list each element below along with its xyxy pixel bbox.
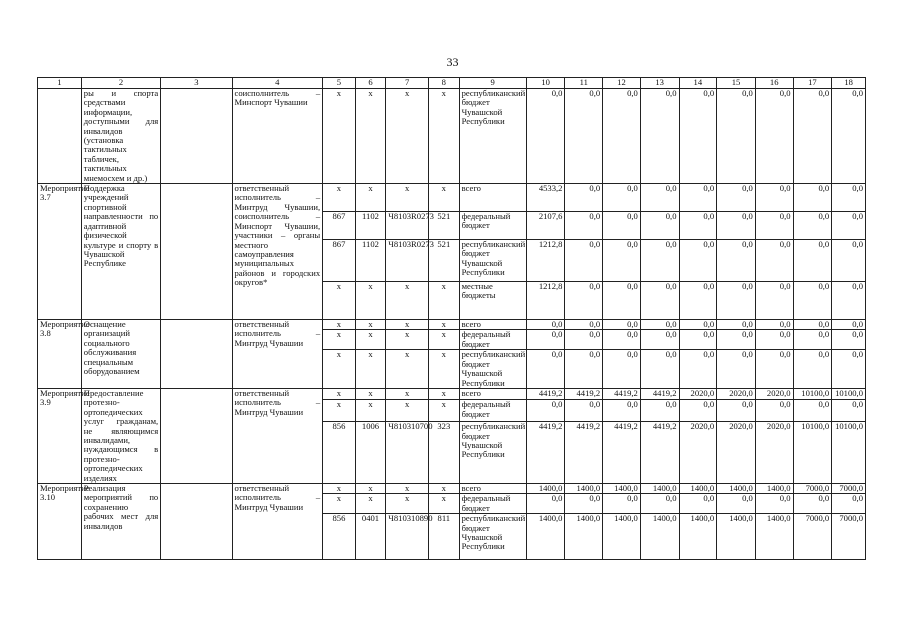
column-number: 13 <box>640 78 679 89</box>
funding-source: местные бюджеты <box>459 282 526 320</box>
amount-value: 10100,0 <box>832 422 866 484</box>
measure-code: Мероприятие 3.9 <box>38 388 82 483</box>
responsible-executor: ответственный исполнитель – Минтруд Чувашии <box>232 320 323 389</box>
amount-value: 4419,2 <box>526 388 565 399</box>
amount-value: 0,0 <box>717 212 756 240</box>
budget-table <box>37 77 866 560</box>
amount-value: 1400,0 <box>526 483 565 493</box>
amount-value: 7000,0 <box>793 514 832 560</box>
section-code: 1102 <box>355 212 386 240</box>
amount-value: 0,0 <box>793 240 832 282</box>
expense-type: x <box>429 388 460 399</box>
amount-value: 1400,0 <box>679 483 717 493</box>
amount-value: 0,0 <box>793 89 832 184</box>
funding-source: федеральный бюджет <box>459 400 526 422</box>
amount-value: 0,0 <box>565 240 603 282</box>
section-code: x <box>355 282 386 320</box>
column-number: 5 <box>323 78 356 89</box>
amount-value: 0,0 <box>640 400 679 422</box>
amount-value: 1400,0 <box>755 514 793 560</box>
amount-value: 0,0 <box>755 494 793 514</box>
amount-value: 7000,0 <box>832 483 866 493</box>
table-row <box>38 184 866 212</box>
target-article: Ч8103R0273 <box>386 212 429 240</box>
expense-type: x <box>429 483 460 493</box>
funding-source: всего <box>459 483 526 493</box>
target-article: Ч810310700 <box>386 422 429 484</box>
amount-value: 0,0 <box>603 330 641 350</box>
target-article: x <box>386 282 429 320</box>
amount-value: 0,0 <box>603 400 641 422</box>
grbs-code: x <box>323 282 356 320</box>
amount-value: 4419,2 <box>640 422 679 484</box>
amount-value: 0,0 <box>603 89 641 184</box>
column-number: 18 <box>832 78 866 89</box>
amount-value: 0,0 <box>565 350 603 389</box>
responsible-executor: ответственный исполнитель – Минтруд Чувашии, соисполнитель – Минспорт Чувашии, участники – органы местного самоуправления муниципальных районов и городских округов* <box>232 184 323 320</box>
amount-value: 10100,0 <box>793 388 832 399</box>
target-article: Ч8103R0273 <box>386 240 429 282</box>
target-article: x <box>386 89 429 184</box>
amount-value: 0,0 <box>717 330 756 350</box>
amount-value: 0,0 <box>679 494 717 514</box>
grbs-code: x <box>323 330 356 350</box>
amount-value: 0,0 <box>640 330 679 350</box>
amount-value: 2020,0 <box>717 422 756 484</box>
amount-value: 4533,2 <box>526 184 565 212</box>
amount-value: 0,0 <box>832 240 866 282</box>
amount-value: 0,0 <box>832 184 866 212</box>
funding-source: федеральный бюджет <box>459 494 526 514</box>
grbs-code: x <box>323 89 356 184</box>
measure-name: Реализация мероприятий по сохранению рабочих мест для инвалидов <box>81 483 160 559</box>
amount-value: 0,0 <box>832 400 866 422</box>
measure-code: Мероприятие 3.10 <box>38 483 82 559</box>
amount-value: 0,0 <box>679 350 717 389</box>
amount-value: 2020,0 <box>755 422 793 484</box>
funding-source: федеральный бюджет <box>459 330 526 350</box>
measure-code: Мероприятие 3.8 <box>38 320 82 389</box>
grbs-code: x <box>323 388 356 399</box>
amount-value: 2020,0 <box>679 388 717 399</box>
amount-value: 0,0 <box>565 184 603 212</box>
amount-value: 0,0 <box>832 494 866 514</box>
grbs-code: 867 <box>323 212 356 240</box>
amount-value: 0,0 <box>640 282 679 320</box>
column-number: 2 <box>81 78 160 89</box>
amount-value: 1400,0 <box>526 514 565 560</box>
measure-name: Оснащение организаций социального обслуживания специальным оборудованием <box>81 320 160 389</box>
amount-value: 0,0 <box>832 350 866 389</box>
target-article: x <box>386 320 429 330</box>
amount-value: 2020,0 <box>717 388 756 399</box>
table-row <box>38 483 866 493</box>
amount-value: 0,0 <box>679 400 717 422</box>
section-code: x <box>355 388 386 399</box>
section-code: x <box>355 89 386 184</box>
amount-value: 1400,0 <box>603 483 641 493</box>
amount-value: 2020,0 <box>679 422 717 484</box>
funding-source: республиканский бюджет Чувашской Республики <box>459 350 526 389</box>
amount-value: 0,0 <box>526 350 565 389</box>
target-article: x <box>386 483 429 493</box>
empty-cell <box>161 388 232 483</box>
grbs-code: 867 <box>323 240 356 282</box>
amount-value: 0,0 <box>565 400 603 422</box>
grbs-code: x <box>323 400 356 422</box>
expense-type: x <box>429 282 460 320</box>
amount-value: 0,0 <box>565 89 603 184</box>
amount-value: 0,0 <box>679 89 717 184</box>
column-number: 3 <box>161 78 232 89</box>
expense-type: 323 <box>429 422 460 484</box>
amount-value: 0,0 <box>640 494 679 514</box>
measure-code <box>38 89 82 184</box>
amount-value: 0,0 <box>526 494 565 514</box>
funding-source: всего <box>459 184 526 212</box>
section-code: x <box>355 494 386 514</box>
target-article: x <box>386 400 429 422</box>
column-number: 7 <box>386 78 429 89</box>
amount-value: 0,0 <box>603 320 641 330</box>
amount-value: 0,0 <box>603 240 641 282</box>
amount-value: 0,0 <box>755 282 793 320</box>
amount-value: 1400,0 <box>565 514 603 560</box>
amount-value: 0,0 <box>679 184 717 212</box>
table-row <box>38 89 866 184</box>
amount-value: 0,0 <box>832 320 866 330</box>
column-number: 12 <box>603 78 641 89</box>
funding-source: всего <box>459 388 526 399</box>
amount-value: 0,0 <box>793 184 832 212</box>
section-code: x <box>355 330 386 350</box>
amount-value: 0,0 <box>640 212 679 240</box>
target-article: x <box>386 330 429 350</box>
expense-type: x <box>429 494 460 514</box>
grbs-code: x <box>323 494 356 514</box>
expense-type: x <box>429 184 460 212</box>
amount-value: 2107,6 <box>526 212 565 240</box>
section-code: x <box>355 320 386 330</box>
amount-value: 0,0 <box>679 320 717 330</box>
page-number: 33 <box>446 55 459 69</box>
target-article: x <box>386 350 429 389</box>
target-article: x <box>386 388 429 399</box>
amount-value: 0,0 <box>717 282 756 320</box>
amount-value: 0,0 <box>832 89 866 184</box>
amount-value: 0,0 <box>603 184 641 212</box>
amount-value: 0,0 <box>793 320 832 330</box>
measure-name: Поддержка учреждений спортивной направленности по адаптивной физической культуре и спорту в Чувашской Республике <box>81 184 160 320</box>
amount-value: 1400,0 <box>603 514 641 560</box>
amount-value: 0,0 <box>565 282 603 320</box>
amount-value: 1400,0 <box>640 514 679 560</box>
empty-cell <box>161 184 232 320</box>
amount-value: 0,0 <box>679 282 717 320</box>
column-number: 11 <box>565 78 603 89</box>
amount-value: 0,0 <box>603 494 641 514</box>
amount-value: 10100,0 <box>793 422 832 484</box>
responsible-executor: ответственный исполнитель – Минтруд Чувашии <box>232 483 323 559</box>
amount-value: 1400,0 <box>755 483 793 493</box>
amount-value: 0,0 <box>793 494 832 514</box>
amount-value: 4419,2 <box>526 422 565 484</box>
section-code: 1102 <box>355 240 386 282</box>
amount-value: 0,0 <box>640 320 679 330</box>
amount-value: 10100,0 <box>832 388 866 399</box>
amount-value: 0,0 <box>679 212 717 240</box>
amount-value: 1400,0 <box>679 514 717 560</box>
target-article: x <box>386 184 429 212</box>
amount-value: 0,0 <box>640 89 679 184</box>
section-code: 0401 <box>355 514 386 560</box>
target-article: Ч810310890 <box>386 514 429 560</box>
amount-value: 7000,0 <box>793 483 832 493</box>
amount-value: 0,0 <box>755 89 793 184</box>
amount-value: 0,0 <box>603 350 641 389</box>
table-row <box>38 388 866 399</box>
measure-name: ры и спорта средствами информации, доступными для инвалидов (установка тактильных табличек, тактильных мнемосхем и др.) <box>81 89 160 184</box>
amount-value: 7000,0 <box>832 514 866 560</box>
column-number: 6 <box>355 78 386 89</box>
funding-source: федеральный бюджет <box>459 212 526 240</box>
amount-value: 4419,2 <box>603 388 641 399</box>
responsible-executor: ответственный исполнитель – Минтруд Чувашии <box>232 388 323 483</box>
header-row <box>38 78 866 89</box>
measure-code: Мероприятие 3.7 <box>38 184 82 320</box>
section-code: x <box>355 350 386 389</box>
grbs-code: x <box>323 483 356 493</box>
amount-value: 0,0 <box>793 400 832 422</box>
expense-type: x <box>429 350 460 389</box>
amount-value: 0,0 <box>755 330 793 350</box>
funding-source: всего <box>459 320 526 330</box>
column-number: 16 <box>755 78 793 89</box>
section-code: x <box>355 184 386 212</box>
amount-value: 0,0 <box>832 212 866 240</box>
amount-value: 0,0 <box>565 212 603 240</box>
expense-type: 521 <box>429 212 460 240</box>
column-number: 14 <box>679 78 717 89</box>
grbs-code: 856 <box>323 514 356 560</box>
amount-value: 0,0 <box>832 330 866 350</box>
amount-value: 0,0 <box>640 184 679 212</box>
amount-value: 4419,2 <box>565 388 603 399</box>
amount-value: 0,0 <box>640 240 679 282</box>
amount-value: 0,0 <box>793 330 832 350</box>
expense-type: x <box>429 89 460 184</box>
amount-value: 0,0 <box>717 320 756 330</box>
expense-type: 811 <box>429 514 460 560</box>
amount-value: 1400,0 <box>717 514 756 560</box>
amount-value: 0,0 <box>793 282 832 320</box>
amount-value: 0,0 <box>526 330 565 350</box>
amount-value: 1400,0 <box>565 483 603 493</box>
empty-cell <box>161 320 232 389</box>
responsible-executor: соисполнитель – Минспорт Чувашии <box>232 89 323 184</box>
amount-value: 0,0 <box>526 400 565 422</box>
amount-value: 0,0 <box>717 350 756 389</box>
amount-value: 0,0 <box>679 240 717 282</box>
amount-value: 0,0 <box>526 320 565 330</box>
grbs-code: x <box>323 320 356 330</box>
amount-value: 0,0 <box>526 89 565 184</box>
amount-value: 0,0 <box>717 400 756 422</box>
expense-type: x <box>429 400 460 422</box>
section-code: x <box>355 483 386 493</box>
amount-value: 0,0 <box>565 494 603 514</box>
amount-value: 0,0 <box>793 212 832 240</box>
amount-value: 4419,2 <box>565 422 603 484</box>
amount-value: 0,0 <box>755 350 793 389</box>
column-number: 1 <box>38 78 82 89</box>
amount-value: 1400,0 <box>717 483 756 493</box>
section-code: 1006 <box>355 422 386 484</box>
funding-source: республиканский бюджет Чувашской Республики <box>459 89 526 184</box>
section-code: x <box>355 400 386 422</box>
amount-value: 0,0 <box>717 89 756 184</box>
expense-type: 521 <box>429 240 460 282</box>
grbs-code: 856 <box>323 422 356 484</box>
expense-type: x <box>429 320 460 330</box>
amount-value: 0,0 <box>755 184 793 212</box>
amount-value: 0,0 <box>755 400 793 422</box>
amount-value: 0,0 <box>755 320 793 330</box>
column-number: 17 <box>793 78 832 89</box>
column-number: 4 <box>232 78 323 89</box>
amount-value: 0,0 <box>640 350 679 389</box>
table-row <box>38 320 866 330</box>
amount-value: 1400,0 <box>640 483 679 493</box>
column-number: 15 <box>717 78 756 89</box>
amount-value: 0,0 <box>755 240 793 282</box>
column-number: 10 <box>526 78 565 89</box>
amount-value: 0,0 <box>603 282 641 320</box>
funding-source: республиканский бюджет Чувашской Республики <box>459 422 526 484</box>
amount-value: 0,0 <box>717 184 756 212</box>
amount-value: 1212,8 <box>526 282 565 320</box>
amount-value: 0,0 <box>717 494 756 514</box>
column-number: 9 <box>459 78 526 89</box>
column-number: 8 <box>429 78 460 89</box>
amount-value: 0,0 <box>565 320 603 330</box>
amount-value: 0,0 <box>603 212 641 240</box>
empty-cell <box>161 89 232 184</box>
amount-value: 4419,2 <box>603 422 641 484</box>
amount-value: 0,0 <box>679 330 717 350</box>
amount-value: 0,0 <box>717 240 756 282</box>
amount-value: 2020,0 <box>755 388 793 399</box>
amount-value: 1212,8 <box>526 240 565 282</box>
amount-value: 0,0 <box>793 350 832 389</box>
grbs-code: x <box>323 184 356 212</box>
grbs-code: x <box>323 350 356 389</box>
funding-source: республиканский бюджет Чувашской Республики <box>459 240 526 282</box>
amount-value: 0,0 <box>565 330 603 350</box>
funding-source: республиканский бюджет Чувашской Республики <box>459 514 526 560</box>
amount-value: 0,0 <box>755 212 793 240</box>
amount-value: 4419,2 <box>640 388 679 399</box>
empty-cell <box>161 483 232 559</box>
target-article: x <box>386 494 429 514</box>
measure-name: Предоставление протезно-ортопедических услуг гражданам, не являющимся инвалидами, нуждающимся в протезно-ортопедических изделиях <box>81 388 160 483</box>
expense-type: x <box>429 330 460 350</box>
amount-value: 0,0 <box>832 282 866 320</box>
